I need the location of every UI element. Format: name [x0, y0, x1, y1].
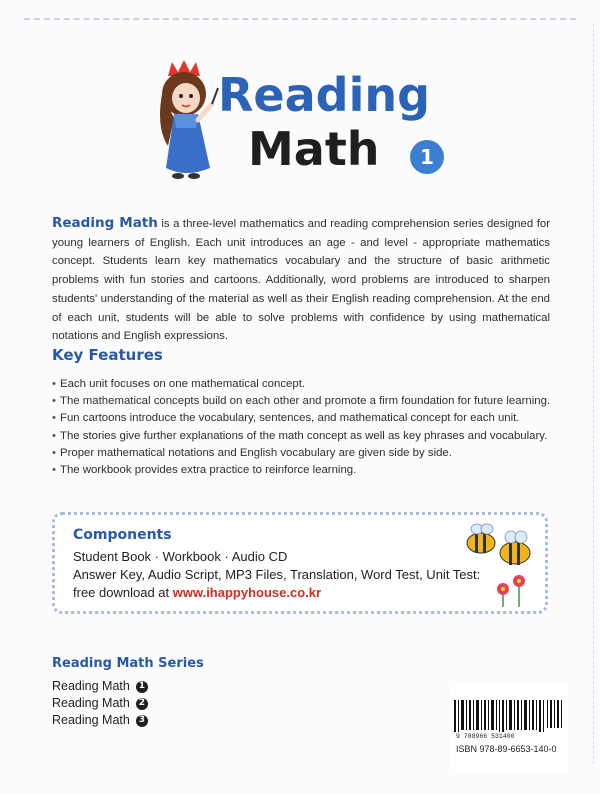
list-item [52, 678, 148, 695]
feature-text: Proper mathematical notations and English vocabulary are given side by side. [60, 446, 452, 459]
level-badge: 1 [410, 140, 444, 174]
list-item: • The stories give further explanations of the math concept as well as key phrases and vocabulary. [52, 429, 548, 442]
isbn-number: ISBN 978-89-6653-140-0 [456, 744, 557, 754]
components-box [52, 512, 548, 614]
intro-text: is a three-level mathematics and reading comprehension series designed for young learners of English. Each unit introduces an age - and level - appropriate mathematics concept. Students learn key mathematics vocabulary and the structure of basic arithmetic problems with fun stories and cartoons. Additionally, word problems are introduced to sharpen students' understanding of the material as well as their English reading comprehension. At the end of each unit, students will be able to solve problems with confidence by using mathematical notations and English expressions. [52, 218, 550, 343]
feature-text: The workbook provides extra practice to reinforce learning. [60, 464, 357, 477]
series-item-label: Reading Math [52, 713, 130, 727]
key-features-heading: Key Features [52, 346, 163, 364]
princess-character-illustration [152, 58, 222, 182]
isbn-barcode [450, 686, 568, 770]
components-downloads: Answer Key, Audio Script, MP3 Files, Translation, Word Test, Unit Test: [73, 567, 481, 582]
series-number-badge: 3 [136, 715, 148, 727]
right-dashed-border [593, 24, 594, 764]
download-prefix: free download at [73, 585, 173, 600]
series-number-badge: 2 [136, 698, 148, 710]
key-features-list [52, 376, 562, 479]
intro-brand-name: Reading Math [52, 215, 158, 231]
list-item: • Fun cartoons introduce the vocabulary, sentences, and mathematical concept for each unit. [52, 412, 520, 425]
intro-paragraph [52, 214, 550, 346]
feature-text: Each unit focuses on one mathematical concept. [60, 378, 306, 390]
components-download-line [73, 585, 321, 600]
list-item: • The workbook provides extra practice to reinforce learning. [52, 464, 357, 477]
feature-text: The mathematical concepts build on each other and promote a firm foundation for future learning. [60, 395, 551, 408]
reading-math-logo [152, 58, 452, 188]
top-dashed-border [24, 18, 576, 20]
list-item [52, 712, 148, 729]
series-item-label: Reading Math [52, 679, 130, 693]
logo-word-math: Math [248, 122, 380, 176]
series-item-label: Reading Math [52, 696, 130, 710]
components-items: Student Book · Workbook · Audio CD [73, 549, 288, 564]
feature-text: Fun cartoons introduce the vocabulary, sentences, and mathematical concept for each unit. [60, 412, 520, 425]
bees-and-flowers-illustration [459, 519, 543, 609]
list-item [52, 695, 148, 712]
series-number-badge: 1 [136, 681, 148, 693]
barcode-digits: 9 788966 531400 [456, 733, 515, 740]
feature-text: The stories give further explanations of the math concept as well as key phrases and vocabulary. [60, 429, 548, 442]
logo-word-reading: Reading [218, 68, 431, 122]
list-item: • Each unit focuses on one mathematical concept. [52, 378, 306, 390]
list-item: • The mathematical concepts build on each other and promote a firm foundation for future learning. [52, 395, 551, 408]
series-list [52, 678, 148, 729]
components-heading: Components [73, 527, 172, 543]
list-item: • Proper mathematical notations and English vocabulary are given side by side. [52, 446, 452, 459]
website-link[interactable]: www.ihappyhouse.co.kr [172, 585, 322, 600]
series-heading: Reading Math Series [52, 656, 204, 671]
